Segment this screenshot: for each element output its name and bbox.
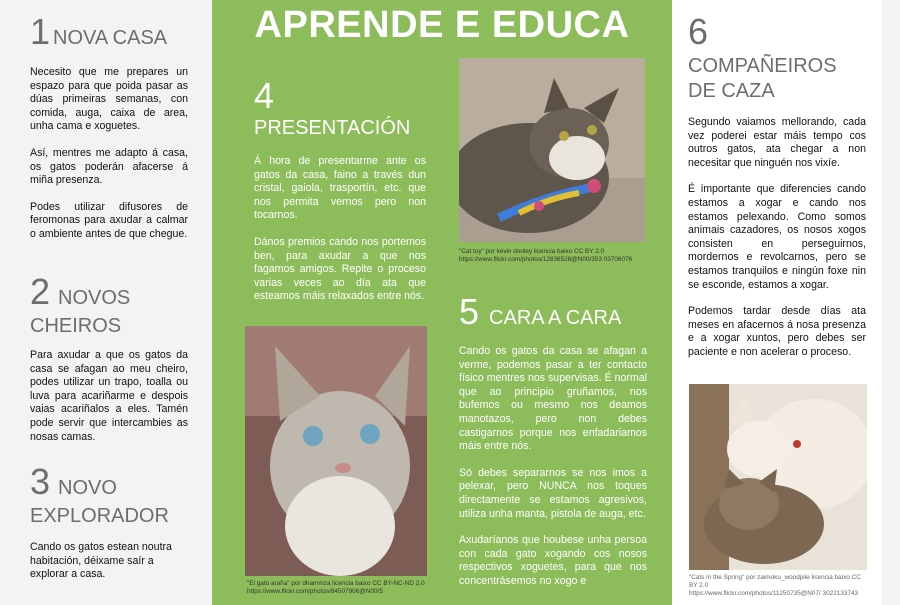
section-5-paragraph: Axudaríanos que houbese unha persoa con cada gato xogando cos nosos respectivos xoguetes, para que nos concentrásemos no xogo e xyxy=(459,534,647,587)
cat-toy-caption xyxy=(459,248,649,264)
section-6-paragraph: Segundo vaiamos mellorando, cada vez poderei estar máis tempo cos outros gatos, ata chegar a non necesitar que ninguén nos vixíe. xyxy=(688,116,866,169)
section-1-heading xyxy=(30,11,168,52)
section-2-body xyxy=(30,349,188,444)
section-5-title: CARA A CARA xyxy=(489,307,622,329)
section-4-paragraph: Á hora de presentarme ante os gatos da casa, faino a través dun cristal, gaiola, trasportín, etc. que nos permita vernos pero non tocarnos. xyxy=(254,155,426,222)
section-3-title-line1: NOVO xyxy=(58,477,117,499)
page-title: APRENDE E EDUCA xyxy=(254,4,630,46)
section-5-paragraph: Cando os gatos da casa se afagan a verme, podemos pasar a ter contacto físico mentres nos supervisas. É normal que ao principio gruñamos, nos bufemos ou mesmo nos deamos manotazos, pero non debes castigarnos porque nos enfadariamos máis entre nós. xyxy=(459,345,647,453)
section-6-paragraph: Podemos tardar desde días ata meses en afacernos á nosa presenza e a xogar xuntos, pero debes ser paciente e non acelerar o proceso. xyxy=(688,305,866,358)
section-4-title: PRESENTACIÓN xyxy=(254,117,411,139)
section-5-number: 5 xyxy=(459,291,480,332)
section-4-body xyxy=(254,155,426,304)
section-3-number: 3 xyxy=(30,461,51,502)
right-edge-strip xyxy=(882,0,900,605)
section-4-paragraph: Dános premios cando nos portemos ben, para axudar a que nos fagamos amigos. Repite o proceso varias veces ao día ata que esteamos máis relaxados entre nós. xyxy=(254,235,426,303)
gato-arana-caption xyxy=(247,580,427,596)
section-4-number-wrap xyxy=(254,75,275,116)
section-2-title-line1: NOVOS xyxy=(58,287,131,309)
section-5-body xyxy=(459,345,647,589)
section-6-paragraph: É importante que diferencies cando estamos a xogar e cando nos estamos pelexando. Como somos animais cazadores, os nosos xogos consisten en perseguirnos, mordernos e revolcarnos, pero se estamos tranquilos e ningún foxe nin se esconde, estamos a xogar. xyxy=(688,183,866,291)
section-6-number-wrap xyxy=(688,11,709,52)
tabby-cat-with-toy-icon xyxy=(459,58,645,242)
section-3-body xyxy=(30,541,190,582)
section-3-title-line2: EXPLORADOR xyxy=(30,505,169,527)
section-2-heading xyxy=(30,271,131,312)
section-5-heading xyxy=(459,291,622,332)
section-6-title xyxy=(688,54,837,104)
section-2-paragraph: Para axudar a que os gatos da casa se afagan ao meu cheiro, podes utilizar un trapo, toalla ou luva para acariñarme e despois vaias acariñalos a eles. Tamén pode servir que intercambies as nosas camas. xyxy=(30,349,188,443)
section-3-heading xyxy=(30,461,117,502)
gato-arana-caption-url: https://www.flickr.com/photos/84507906@N00/5 xyxy=(247,588,383,596)
cat-toy-caption-credit: "Cat toy" por kevin dooley licencia baixo CC BY 2.0 xyxy=(459,248,605,255)
section-6-number: 6 xyxy=(688,11,709,52)
section-1-number: 1 xyxy=(30,11,51,52)
gato-arana-caption-credit: "El gato araña" por dhammza licencia baixo CC BY-NC-ND 2.0 xyxy=(247,580,425,587)
section-5-paragraph: Só debes separarnos se nos imos a pelexar, pero NUNCA nos toques directamente se estamos agresivos, utiliza unha manta, pistola de auga, etc. xyxy=(459,466,647,520)
section-3-paragraph: Cando os gatos estean noutra habitación, déixame saír a explorar a casa. xyxy=(30,541,172,581)
section-4-number: 4 xyxy=(254,75,275,116)
cat-toy-photo xyxy=(459,58,645,242)
section-1-body xyxy=(30,66,188,242)
section-6-body xyxy=(688,116,866,360)
cats-spring-photo xyxy=(689,384,867,570)
section-2-title-line2: CHEIROS xyxy=(30,315,122,337)
cats-spring-caption xyxy=(689,574,869,599)
gato-arana-photo xyxy=(245,326,427,576)
section-6-title-line1: COMPAÑEIROS xyxy=(688,55,837,77)
cats-spring-caption-url: https://www.flickr.com/photos/11250735@N07/ 3022133743 xyxy=(689,590,859,598)
cat-toy-caption-url: https://www.flickr.com/photos/12836528@N00/353 03706076 xyxy=(459,256,633,264)
cats-spring-caption-credit: "Cats in the Spring" por zaimoku_woodpile licencia baixo CC BY 2.0 xyxy=(689,574,861,590)
gray-tabby-cat-portrait-icon xyxy=(245,326,427,576)
section-1-title: NOVA CASA xyxy=(53,27,168,49)
section-1-paragraph: Así, mentres me adapto á casa, os gatos poderán afacerse á miña presenza. xyxy=(30,146,188,187)
section-6-title-line2: DE CAZA xyxy=(688,80,775,102)
section-1-paragraph: Podes utilizar difusores de feromonas para axudar a calmar o ambiente antes de que chegue. xyxy=(30,200,188,240)
section-1-paragraph: Necesito que me prepares un espazo para que poida pasar as dúas primeiras semanas, con comida, auga, caixa de area, unha cama e xoguetes. xyxy=(30,66,188,133)
two-cats-cuddling-icon xyxy=(689,384,867,570)
section-2-number: 2 xyxy=(30,271,51,312)
